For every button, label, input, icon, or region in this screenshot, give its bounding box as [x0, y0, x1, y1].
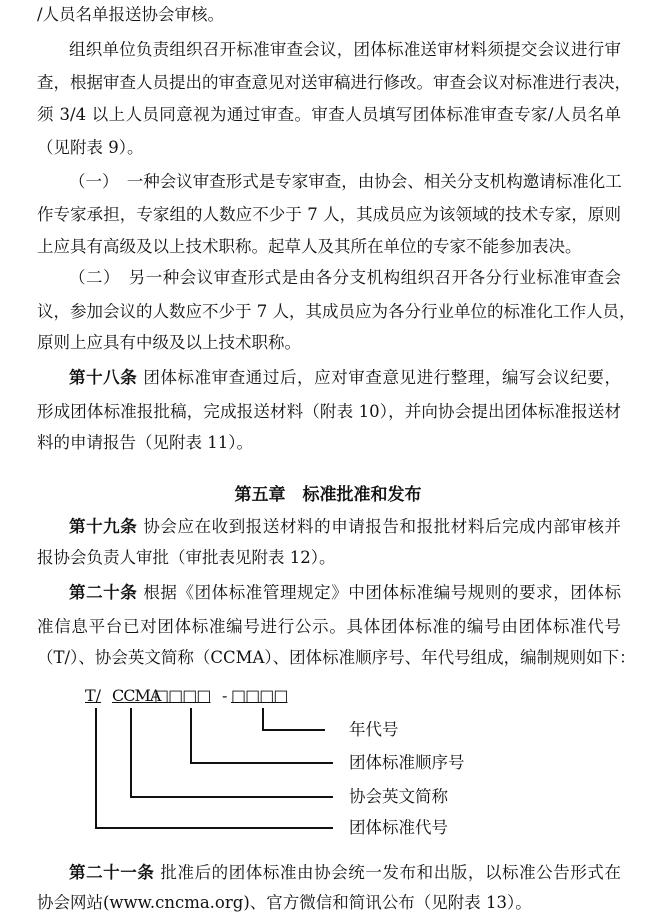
article-20 — [69, 581, 621, 605]
article-number: 第十八条 — [69, 368, 138, 387]
text-line: 协会网站(www.cncma.org)、官方微信和简讯公布（见附表 13）。 — [37, 893, 532, 912]
article-number: 第二十条 — [69, 583, 138, 602]
text-line: 协会应在收到报送材料的申请报告和报批材料后完成内部审核并 — [143, 517, 622, 536]
label-standard-code: 团体标准代号 — [349, 818, 448, 837]
connector-line — [95, 708, 97, 828]
article-18 — [69, 366, 621, 390]
text-line: 准信息平台已对团体标准编号进行公示。具体团体标准的编号由团体标准代号 — [37, 617, 621, 636]
code-sequence: □□□□ — [154, 686, 211, 705]
text-line: 原则上应具有中级及以上技术职称。 — [37, 333, 301, 352]
code-year: □□□□ — [231, 686, 288, 705]
article-number: 第十九条 — [69, 517, 138, 536]
connector-line — [190, 708, 192, 763]
code-association: CCMA — [112, 686, 161, 705]
text-line: 作专家承担，专家组的人数应不少于 7 人，其成员应为该领域的技术专家，原则 — [37, 205, 621, 224]
text-line: 议，参加会议的人数应不少于 7 人，其成员应为各分行业单位的标准化工作人员， — [37, 302, 636, 321]
text-line: 形成团体标准报批稿，完成报送材料（附表 10），并向协会提出团体标准报送材 — [37, 402, 621, 421]
text-line: （T/）、协会英文简称（CCMA）、团体标准顺序号、年代号组成，编制规则如下： — [37, 648, 636, 667]
text-line: 上应具有高级及以上技术职称。起草人及其所在单位的专家不能参加表决。 — [37, 237, 582, 256]
text-line: 须 3/4 以上人员同意视为通过审查。审查人员填写团体标准审查专家/人员名单 — [37, 105, 621, 124]
text-line: 料的申请报告（见附表 11）。 — [37, 433, 253, 452]
connector-line — [130, 796, 333, 798]
connector-line — [190, 762, 333, 764]
label-association: 协会英文简称 — [349, 787, 448, 806]
article-21 — [69, 861, 621, 885]
code-separator: - — [222, 686, 228, 705]
article-number: 第二十一条 — [69, 863, 155, 882]
label-year: 年代号 — [349, 720, 399, 739]
connector-line — [262, 708, 264, 730]
text-line: /人员名单报送协会审核。 — [37, 5, 225, 24]
connector-line — [262, 729, 325, 731]
connector-line — [130, 708, 132, 797]
chapter-heading: 第五章 标准批准和发布 — [234, 485, 422, 505]
text-line: 批准后的团体标准由协会统一发布和出版，以标准公告形式在 — [160, 863, 622, 882]
text-line: 查，根据审查人员提出的审查意见对送审稿进行修改。审查会议对标准进行表决， — [37, 73, 631, 92]
text-line: 根据《团体标准管理规定》中团体标准编号规则的要求，团体标 — [143, 583, 622, 602]
code-prefix: T/ — [85, 686, 102, 705]
text-line: 组织单位负责组织召开标准审查会议，团体标准送审材料须提交会议进行审 — [69, 40, 621, 59]
text-line: 报协会负责人审批（审批表见附表 12）。 — [37, 548, 336, 567]
text-line: （二） 另一种会议审查形式是由各分支机构组织召开各分行业标准审查会 — [69, 268, 621, 287]
text-line: （见附表 9）。 — [37, 138, 144, 157]
article-19 — [69, 515, 621, 539]
text-line: （一） 一种会议审查形式是专家审查，由协会、相关分支机构邀请标准化工 — [69, 172, 622, 191]
text-line: 团体标准审查通过后，应对审查意见进行整理，编写会议纪要， — [143, 368, 622, 387]
connector-line — [95, 827, 333, 829]
label-sequence: 团体标准顺序号 — [349, 753, 465, 772]
